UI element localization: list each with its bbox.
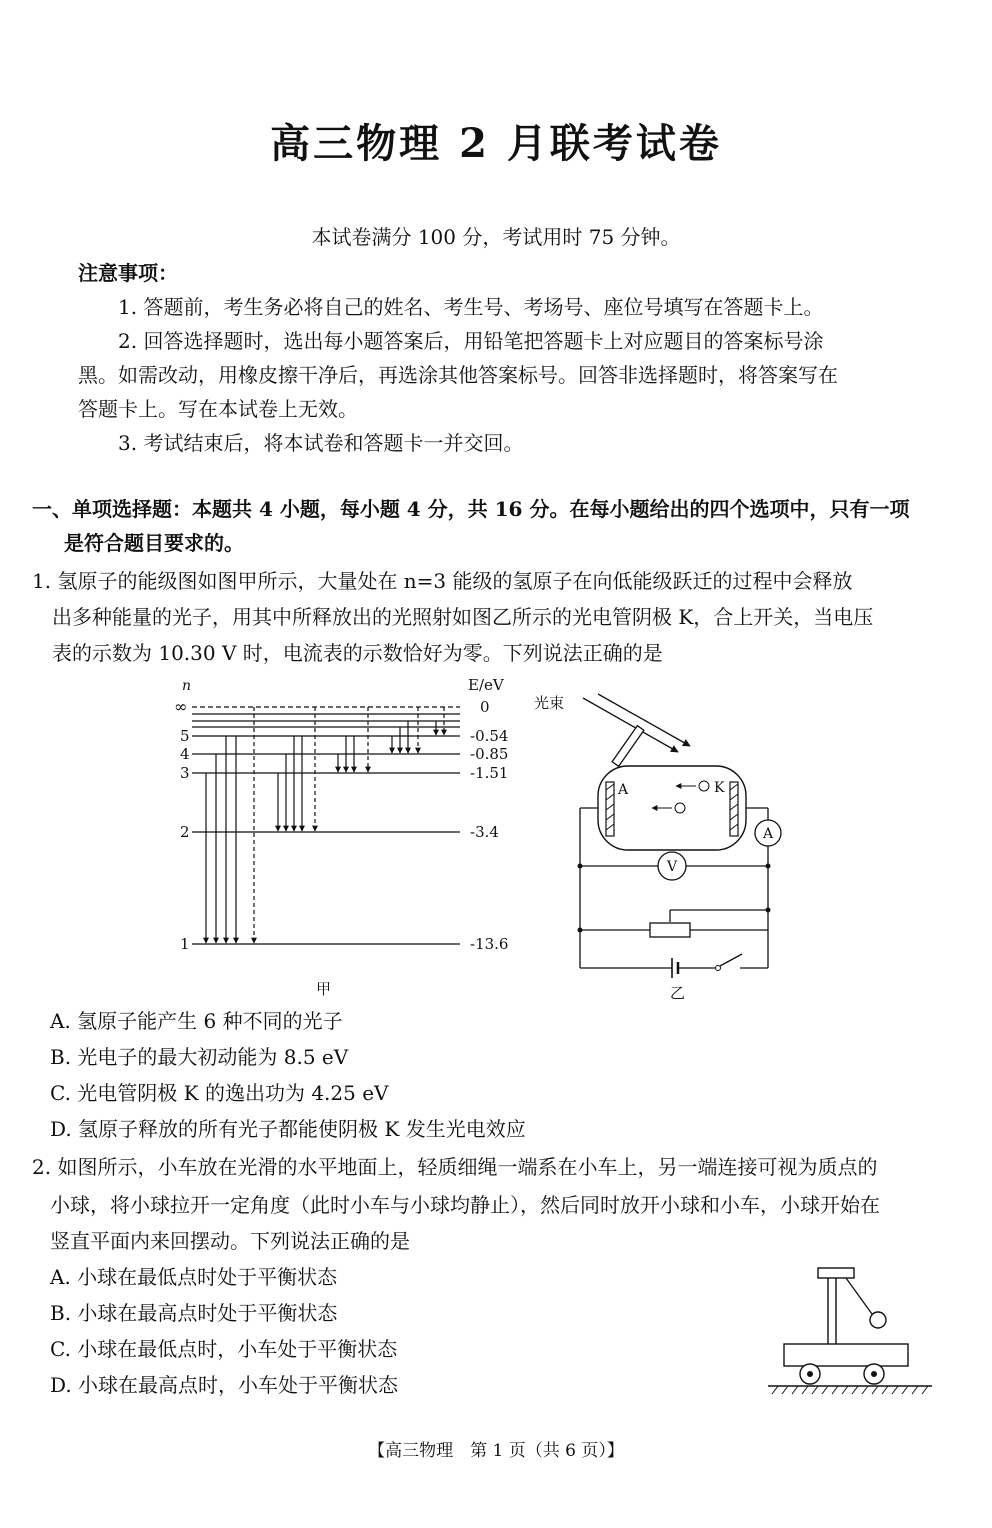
q2-option-a: A. 小球在最低点时处于平衡状态 xyxy=(50,1265,338,1289)
page-footer: 【高三物理 第 1 页（共 6 页）】 xyxy=(368,1441,624,1461)
q1-stem-line: 出多种能量的光子，用其中所释放出的光照射如图乙所示的光电管阴极 K，合上开关，当电压 xyxy=(52,605,874,629)
q2-stem-line: 竖直平面内来回摆动。下列说法正确的是 xyxy=(50,1229,410,1253)
notice-heading: 注意事项： xyxy=(78,261,178,285)
section-heading: 一、单项选择题：本题共 4 小题，每小题 4 分，共 16 分。在每小题给出的四个选项中，只有一项 xyxy=(32,497,910,521)
q1-stem-line: 表的示数为 10.30 V 时，电流表的示数恰好为零。下列说法正确的是 xyxy=(52,641,663,665)
q1-option-c: C. 光电管阴极 K 的逸出功为 4.25 eV xyxy=(50,1081,389,1105)
page-title: 高三物理 2 月联考试卷 xyxy=(270,120,722,167)
q2-option-d: D. 小球在最高点时，小车处于平衡状态 xyxy=(50,1373,399,1397)
q2-option-b: B. 小球在最高点时处于平衡状态 xyxy=(50,1301,338,1325)
notice-line: 答题卡上。写在本试卷上无效。 xyxy=(78,397,358,421)
q1-option-d: D. 氢原子释放的所有光子都能使阴极 K 发生光电效应 xyxy=(50,1117,526,1141)
level-e-label: -0.85 xyxy=(470,745,509,763)
n-axis-label: n xyxy=(182,678,192,694)
level-e-label: -3.4 xyxy=(470,823,499,841)
figure-caption-jia: 甲 xyxy=(316,980,332,998)
level-n-label: 5 xyxy=(180,727,190,745)
notice-line: 3. 考试结束后，将本试卷和答题卡一并交回。 xyxy=(118,431,524,455)
voltmeter-label: V xyxy=(667,859,678,875)
rheostat xyxy=(650,923,690,937)
cart-body xyxy=(784,1344,908,1366)
photoelectric-circuit-diagram xyxy=(528,686,798,1006)
notice-line: 黑。如需改动，用橡皮擦干净后，再选涂其他答案标号。回答非选择题时，将答案写在 xyxy=(78,363,838,387)
notice-line: 2. 回答选择题时，选出每小题答案后，用铅笔把答题卡上对应题目的答案标号涂 xyxy=(118,329,824,353)
beam-label: 光束 xyxy=(534,694,565,712)
q2-option-c: C. 小球在最低点时，小车处于平衡状态 xyxy=(50,1337,398,1361)
level-n-label: 3 xyxy=(180,764,190,782)
q2-stem-line: 小球，将小球拉开一定角度（此时小车与小球均静止），然后同时放开小球和小车，小球开始在 xyxy=(50,1193,880,1217)
q1-option-b: B. 光电子的最大初动能为 8.5 eV xyxy=(50,1045,349,1069)
level-n-label: 4 xyxy=(180,745,190,763)
figure-caption-yi: 乙 xyxy=(670,984,686,1002)
level-n-label: 1 xyxy=(180,935,190,953)
cart-pendulum-diagram xyxy=(762,1262,938,1402)
q1-stem-line: 1. 氢原子的能级图如图甲所示，大量处在 n=3 能级的氢原子在向低能级跃迁的过程中会释放 xyxy=(32,569,853,593)
energy-level-diagram xyxy=(160,672,530,1002)
score-info: 本试卷满分 100 分，考试用时 75 分钟。 xyxy=(311,225,681,249)
inf-energy-label: 0 xyxy=(480,698,490,716)
switch xyxy=(720,954,742,966)
q2-stem-line: 2. 如图所示，小车放在光滑的水平地面上，轻质细绳一端系在小车上，另一端连接可视为质点的 xyxy=(32,1155,878,1179)
level-n-label: 2 xyxy=(180,823,190,841)
infinity-label: ∞ xyxy=(174,697,188,716)
energy-axis-label: E/eV xyxy=(468,676,504,694)
cathode-label: K xyxy=(714,780,725,796)
notice-line: 1. 答题前，考生务必将自己的姓名、考生号、考场号、座位号填写在答题卡上。 xyxy=(118,295,824,319)
q1-option-a: A. 氢原子能产生 6 种不同的光子 xyxy=(50,1009,343,1033)
section-heading-cont: 是符合题目要求的。 xyxy=(64,531,244,555)
ammeter-label: A xyxy=(763,826,774,842)
level-e-label: -1.51 xyxy=(470,764,509,782)
anode-label: A xyxy=(618,782,629,798)
level-e-label: -0.54 xyxy=(470,727,509,745)
pendulum-ball xyxy=(870,1312,886,1328)
level-e-label: -13.6 xyxy=(470,935,509,953)
